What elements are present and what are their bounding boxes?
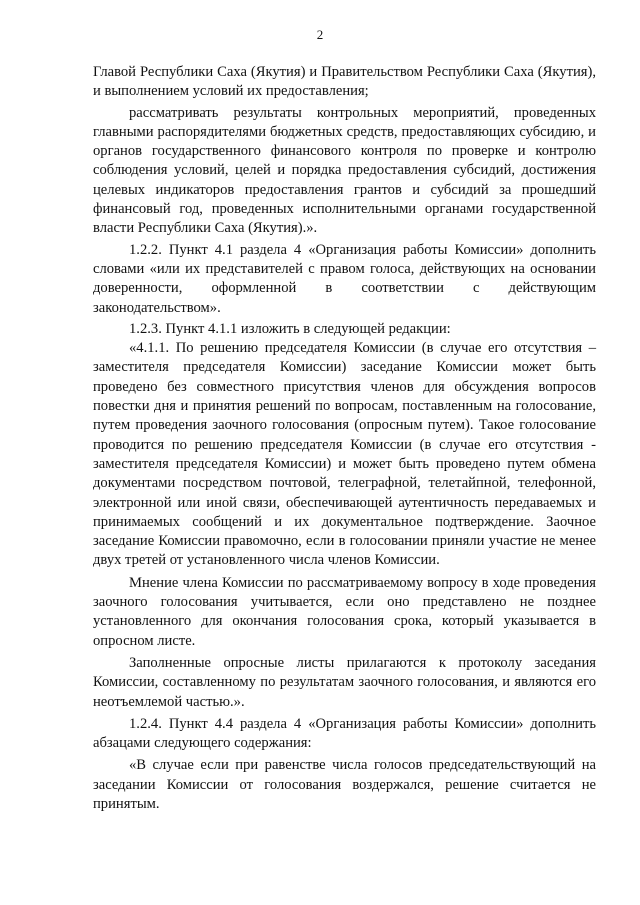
paragraph-item-1-2-4: 1.2.4. Пункт 4.4 раздела 4 «Организация работы Комиссии» дополнить абзацами следующего содержания:	[93, 715, 596, 752]
paragraph-review-results: рассматривать результаты контрольных мероприятий, проведенных главными распорядителями бюджетных средств, предоставляющих субсидию, и органов государственного финансового контроля по проверке и контролю соблюдения условий, целей и порядка предоставления субсидий, достижения целевых индикаторов предоставления грантов и субсидий за прошедший финансовый год, проведенных исполнительными органами государственной власти Республики Саха (Якутия).».	[93, 104, 596, 237]
page-number: 2	[316, 27, 324, 42]
paragraph-member-opinion: Мнение члена Комиссии по рассматриваемому вопросу в ходе проведения заочного голосования учитывается, если оно представлено не позднее установленного для окончания голосования срока, который указывается в опросном листе.	[93, 574, 596, 649]
paragraph-ballot-sheets: Заполненные опросные листы прилагаются к протоколу заседания Комиссии, составленному по результатам заочного голосования, и являются его неотъемлемой частью.».	[93, 654, 596, 710]
paragraph-item-4-1-1: «4.1.1. По решению председателя Комиссии (в случае его отсутствия – заместителя председателя Комиссии) заседание Комиссии может быть проведено без совместного присутствия членов для обсуждения вопросов повестки дня и принятия решений по вопросам, поставленным на голосование, путем проведения заочного голосования (опросным путем). Такое голосование проводится по решению председателя Комиссии (в случае его отсутствия - заместителя председателя Комиссии) и может быть проведено путем обмена документами посредством почтовой, телеграфной, телетайпной, телефонной, электронной или иной связи, обеспечивающей аутентичность передаваемых и принимаемых сообщений и их документальное подтверждение. Заочное заседание Комиссии правомочно, если в голосовании приняли участие не менее двух третей от установленного числа членов Комиссии.	[93, 340, 596, 569]
document-body	[93, 63, 596, 814]
paragraph-continuation: Главой Республики Саха (Якутия) и Правительством Республики Саха (Якутия), и выполнением условий их предоставления;	[93, 64, 596, 100]
paragraph-tie-vote: «В случае если при равенстве числа голосов председательствующий на заседании Комиссии от голосования воздержался, решение считается не принятым.	[93, 757, 596, 812]
paragraph-item-1-2-2: 1.2.2. Пункт 4.1 раздела 4 «Организация работы Комиссии» дополнить словами «или их представителей с правом голоса, действующих на основании доверенности, оформленной в соответствии с действующим законодательством».	[93, 241, 596, 316]
paragraph-item-1-2-3: 1.2.3. Пункт 4.1.1 изложить в следующей редакции:	[129, 320, 451, 337]
